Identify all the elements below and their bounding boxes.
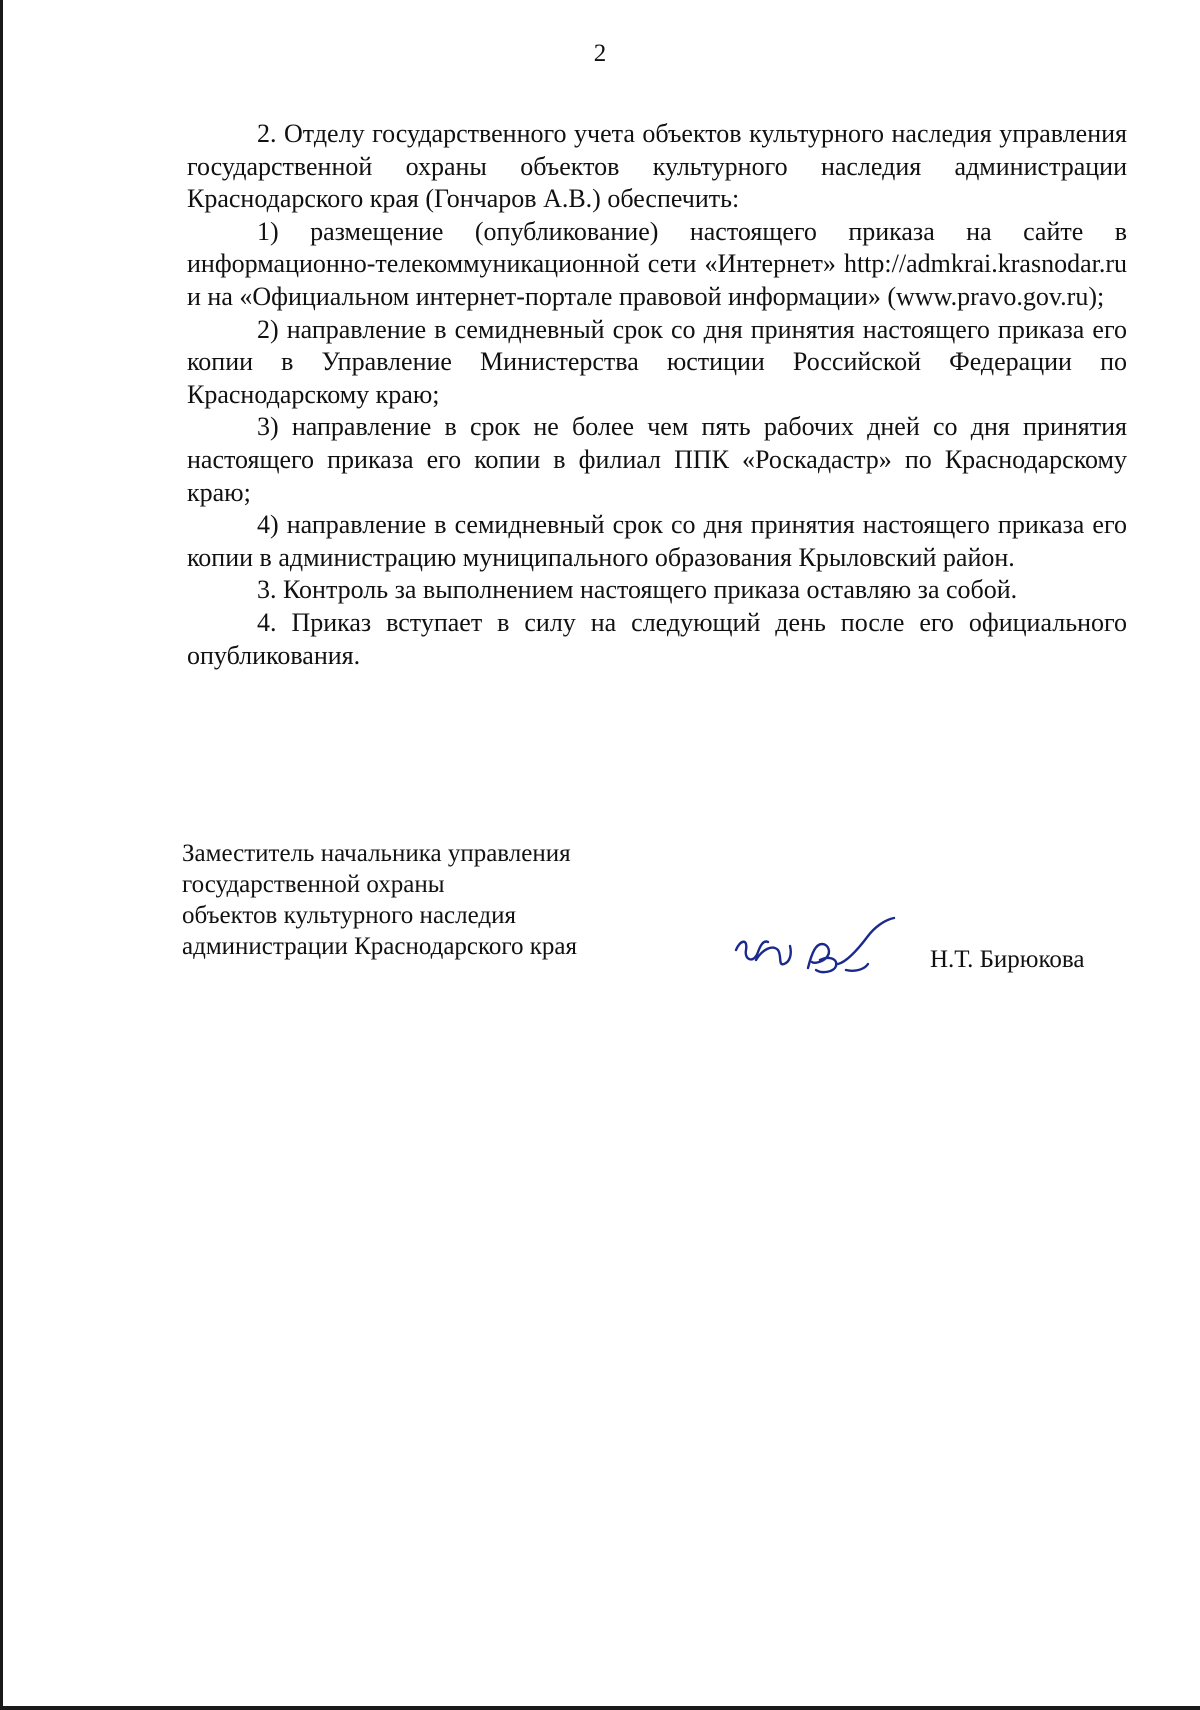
paragraph-subitem-2: 2) направление в семидневный срок со дня принятия настоящего приказа его копии в Управление Министерства юстиции Российской Федерации по Краснодарскому краю; bbox=[187, 314, 1127, 409]
paragraph-subitem-4: 4) направление в семидневный срок со дня принятия настоящего приказа его копии в администрацию муниципального образования Крыловский район. bbox=[187, 510, 1127, 572]
scan-edge-left bbox=[0, 0, 3, 1710]
paragraph-item-4: 4. Приказ вступает в силу на следующий день после его официального опубликования. bbox=[187, 607, 1127, 670]
handwritten-signature bbox=[728, 900, 898, 990]
signatory-position-line: администрации Краснодарского края bbox=[182, 933, 578, 960]
signatory-position-line: Заместитель начальника управления bbox=[182, 840, 571, 867]
signatory-name: Н.Т. Бирюкова bbox=[930, 946, 1085, 973]
paragraph-subitem-3: 3) направление в срок не более чем пять рабочих дней со дня принятия настоящего приказа его копии в филиал ППК «Роскадастр» по Краснодарскому краю; bbox=[187, 412, 1127, 507]
signatory-position-line: государственной охраны bbox=[182, 871, 445, 898]
paragraph-item-2: 2. Отделу государственного учета объектов культурного наследия управления государственной охраны объектов культурного наследия администрации Краснодарского края (Гончаров А.В.) обеспечить: bbox=[187, 119, 1127, 214]
signatory-position-line: объектов культурного наследия bbox=[182, 902, 516, 929]
signatory-position bbox=[182, 838, 702, 962]
scan-edge-bottom bbox=[0, 1706, 1200, 1710]
paragraph-item-3: 3. Контроль за выполнением настоящего приказа оставляю за собой. bbox=[257, 575, 1018, 605]
paragraph-subitem-1: 1) размещение (опубликование) настоящего приказа на сайте в информационно-телекоммуникационной сети «Интернет» http://admkrai.krasnodar.ru и на «Официальном интернет-портале правовой информации» (www.pravo.gov.ru); bbox=[187, 216, 1127, 311]
page-number: 2 bbox=[593, 40, 607, 67]
document-body bbox=[187, 118, 1127, 672]
